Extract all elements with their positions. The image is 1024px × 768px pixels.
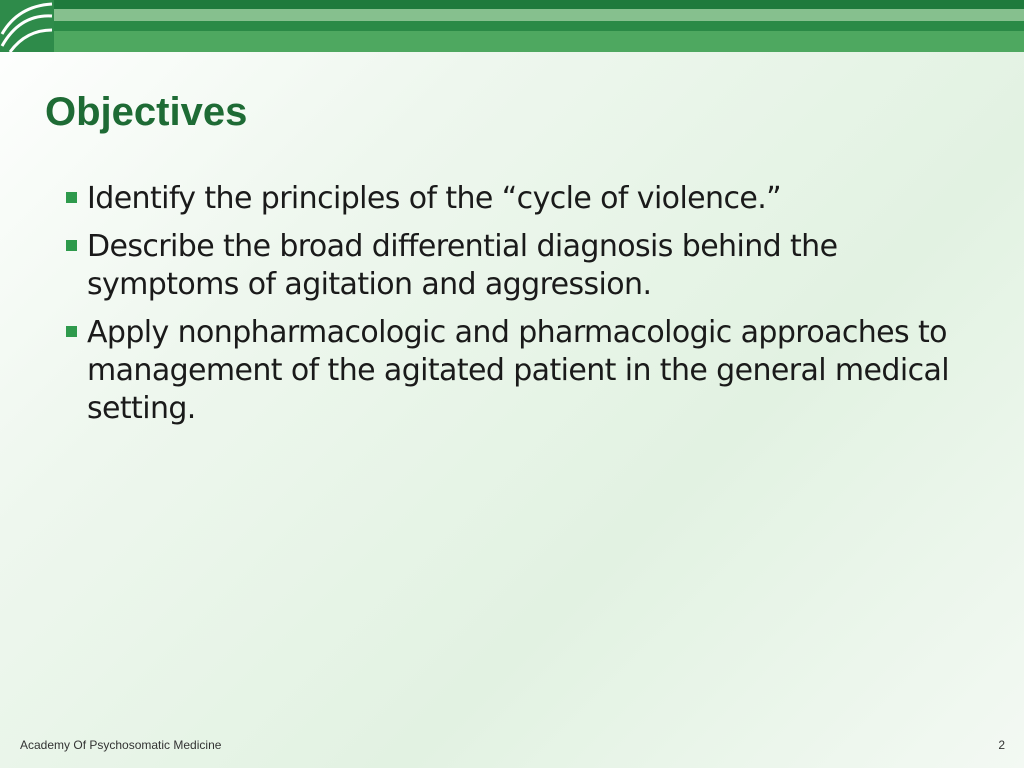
objective-text: Identify the principles of the “cycle of violence.” xyxy=(87,181,782,216)
square-bullet-icon xyxy=(66,192,77,203)
square-bullet-icon xyxy=(66,326,77,337)
header-bar xyxy=(54,9,1024,21)
header-bar xyxy=(54,21,1024,31)
objective-item xyxy=(60,228,960,304)
objective-text: Apply nonpharmacologic and pharmacologic approaches to management of the agitated patient in the general medical setting. xyxy=(87,315,950,426)
page-number: 2 xyxy=(998,738,1005,752)
objective-item xyxy=(60,180,960,218)
objective-item xyxy=(60,314,960,428)
square-bullet-icon xyxy=(66,240,77,251)
footer-organization: Academy Of Psychosomatic Medicine xyxy=(20,738,222,752)
header-banner xyxy=(0,0,1024,52)
objectives-list xyxy=(60,180,960,438)
logo xyxy=(0,0,54,52)
header-bar xyxy=(54,0,1024,9)
slide-title: Objectives xyxy=(45,90,248,134)
objective-text: Describe the broad differential diagnosis behind the symptoms of agitation and aggression. xyxy=(87,229,838,302)
arc-logo-icon xyxy=(0,0,54,52)
header-bar xyxy=(54,31,1024,52)
